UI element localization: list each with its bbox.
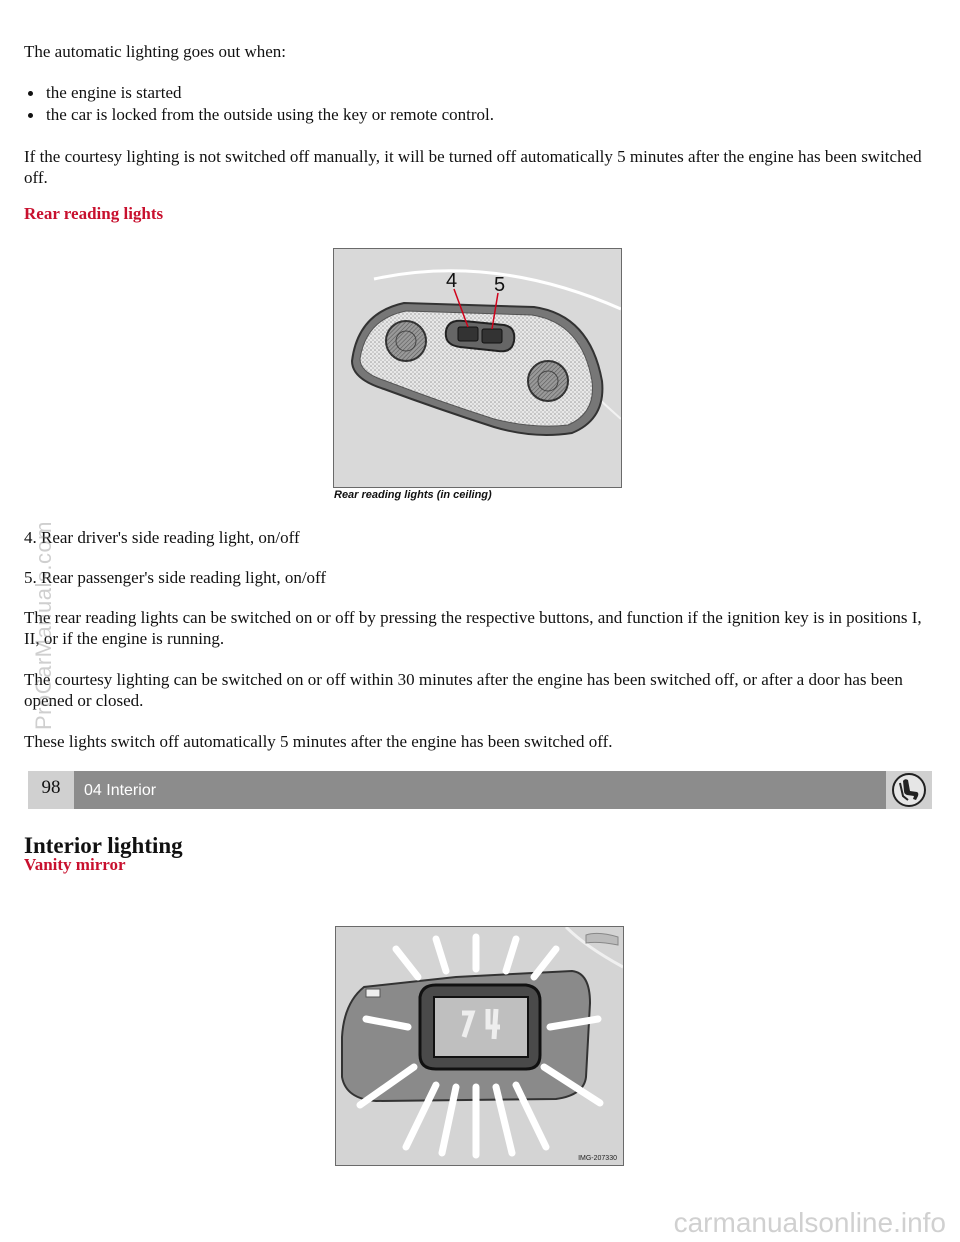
side-watermark: ProCarManuals.com [31,520,56,730]
callout-4-label: 4 [446,270,458,292]
vanity-mirror-heading: Vanity mirror [24,855,126,874]
item-5-text: 5. Rear passenger's side reading light, on/off [24,568,327,587]
list-item: the car is locked from the outside using the key or remote control. [24,104,494,126]
section-title: Interior lighting [24,833,183,858]
figure-caption: Rear reading lights (in ceiling) [334,489,492,501]
ceiling-lamp-illustration [334,249,621,487]
intro-text: The automatic lighting goes out when: [24,42,287,61]
courtesy-auto-off-text: If the courtesy lighting is not switched off manually, it will be turned off automatically 5 minutes after the engine has been switched off. [24,147,922,187]
footer-watermark: carmanualsonline.info [673,1207,946,1238]
vanity-mirror-illustration [336,927,623,1165]
courtesy-lighting-paragraph: The courtesy lighting can be switched on or off within 30 minutes after the engine has been switched off, or after a door has been opened or closed. [24,670,903,710]
image-code: IMG-207330 [578,1155,617,1162]
seat-icon [886,771,932,809]
auto-off-paragraph: These lights switch off automatically 5 minutes after the engine has been switched off. [24,732,613,751]
list-item: the engine is started [24,82,494,104]
chapter-title: 04 Interior [84,782,157,799]
vanity-mirror-figure [335,926,624,1166]
rear-lights-paragraph: The rear reading lights can be switched on or off by pressing the respective buttons, and function if the ignition key is in positions I, II, or if the engine is running. [24,608,922,648]
rear-reading-lights-figure [333,248,622,488]
chapter-band [28,771,932,809]
rear-reading-lights-heading: Rear reading lights [24,204,164,223]
page-number: 98 [28,771,74,809]
item-4-text: 4. Rear driver's side reading light, on/off [24,528,300,547]
off-conditions-list [24,82,494,126]
callout-5-label: 5 [494,274,506,296]
